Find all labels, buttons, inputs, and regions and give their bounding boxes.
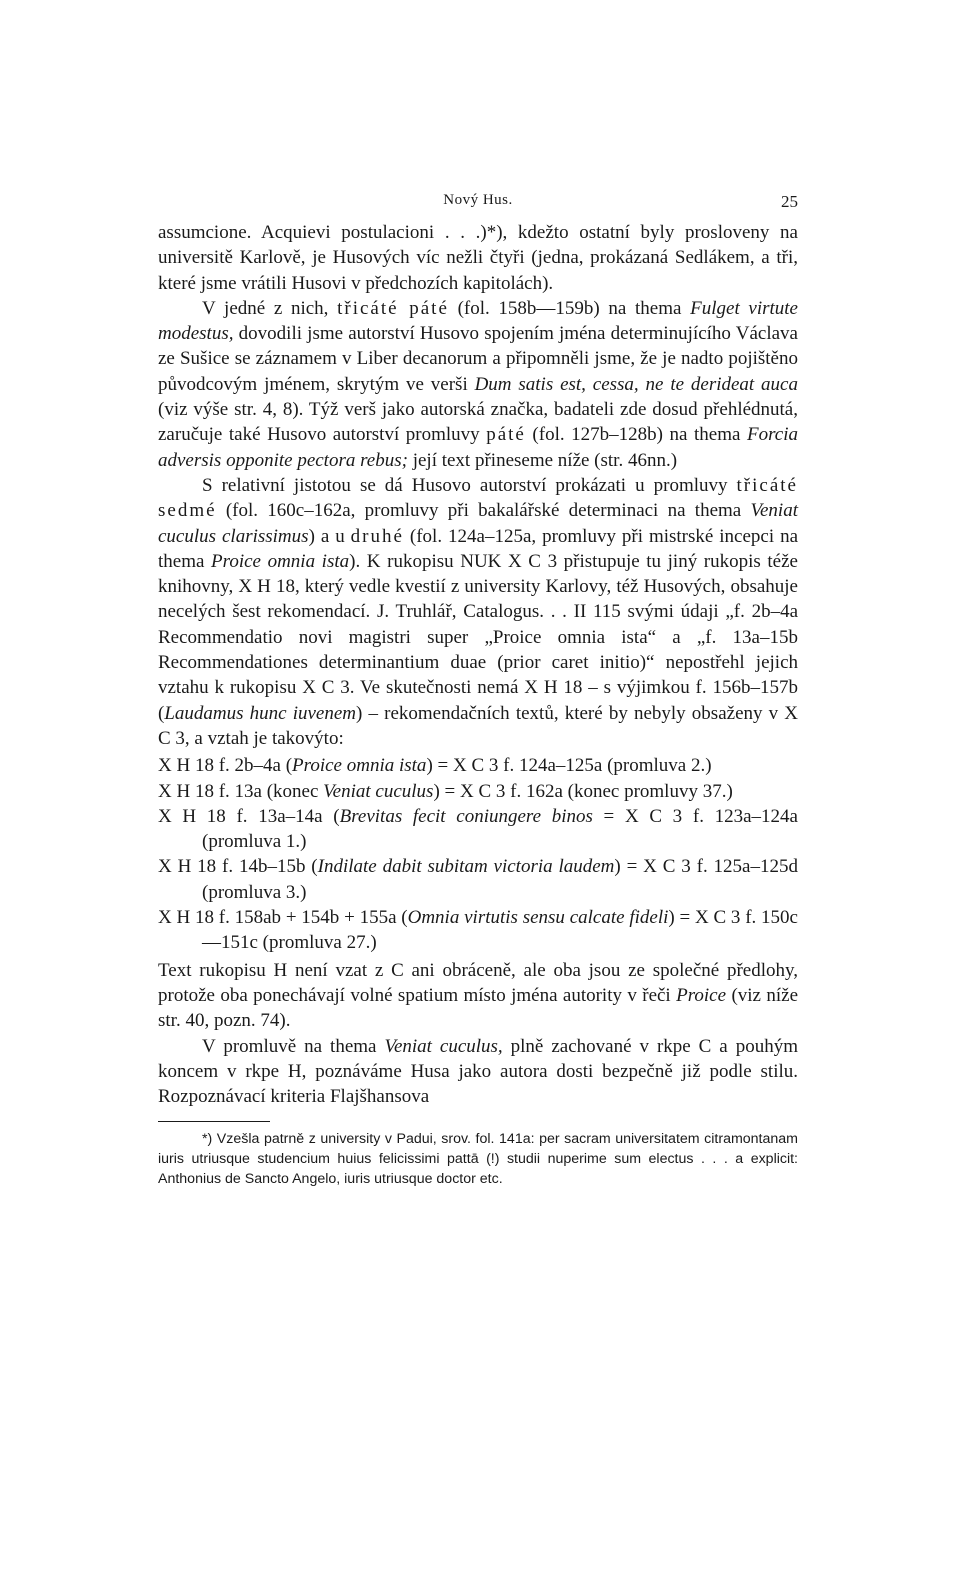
italic-text: Proice bbox=[676, 984, 727, 1006]
italic-text: Omnia virtutis sensu calcate fideli bbox=[407, 907, 669, 929]
text-run: (fol. 160c–162a, promluvy při bakalářské determinaci na thema bbox=[216, 500, 751, 522]
text-run: plně zachované v rkpe C a pouhým koncem v rkpe H, poznáváme Husa jako autora dosti bezpečně již podle stilu. Rozpoznávací kriteria Flajšhansova bbox=[158, 1035, 798, 1108]
correspondence-item bbox=[158, 779, 798, 804]
paragraph bbox=[158, 296, 798, 473]
paragraph bbox=[158, 958, 798, 1034]
spaced-emphasis: třicáté páté bbox=[337, 297, 449, 319]
italic-text: Fulget virtute modestus, bbox=[158, 297, 798, 345]
text-run: (fol. 158b—159b) na thema bbox=[448, 297, 691, 319]
text-run: ) = X C 3 f. 124a–125a (promluva 2.) bbox=[426, 755, 712, 777]
text-run: ) = X C 3 f. 162a (konec promluvy 37.) bbox=[433, 780, 733, 802]
footnote-separator bbox=[158, 1121, 270, 1122]
footnote: *) Vzešla patrně z university v Padui, srov. fol. 141a: per sacram universitatem citramontanam iuris utriusque studencium huius felicissimi pattā (!) studii nuperime sum electus . . . a explicit: Anthonius de Sancto Angelo, iuris utriusque doctor etc. bbox=[158, 1131, 798, 1187]
correspondence-item bbox=[158, 905, 798, 956]
text-run: (fol. 127b–128b) na thema bbox=[525, 424, 747, 446]
text-run: X H 18 f. 13a (konec bbox=[158, 780, 324, 802]
italic-text: Veniat cuculus bbox=[323, 780, 434, 802]
correspondence-item bbox=[158, 753, 798, 778]
italic-text: Indilate dabit subitam victoria laudem bbox=[317, 856, 615, 878]
paragraph bbox=[158, 1034, 798, 1110]
text-run: ) a u bbox=[308, 525, 351, 547]
text-run: ) = X C 3 f. 150c—151c (promluva 27.) bbox=[202, 907, 798, 954]
italic-text: Laudamus hunc iuvenem bbox=[164, 702, 357, 724]
text-run: X H 18 f. 14b–15b ( bbox=[158, 856, 318, 878]
text-run: ) = X C 3 f. 125a–125d (promluva 3.) bbox=[202, 856, 798, 903]
text-run: S relativní jistotou se dá Husovo autorství prokázati u promluvy bbox=[202, 474, 737, 496]
text-run: V promluvě na thema bbox=[202, 1035, 385, 1057]
text-run: assumcione. Acquievi postulacioni . . .)*), kdežto ostatní byly prosloveny na universitě Karlově, je Husových víc nežli čtyři (jedna, prokázaná Sedlákem, a tři, které jsme vrátili Husovi v předchozích kapitolách). bbox=[158, 222, 798, 294]
page-number: 25 bbox=[781, 192, 798, 211]
body-text bbox=[158, 220, 798, 751]
text-run: ) – rekomendačních textů, které by nebyly obsaženy v X C 3, a vztah je takovýto: bbox=[158, 702, 799, 749]
text-run: X H 18 f. 158ab + 154b + 155a ( bbox=[158, 907, 408, 929]
text-run: dovodili jsme autorství Husovo spojením jména determinujícího Václava ze Sušice se záznamem v Liber decanorum a připomněli jsme, že je nadto pojištěno původcovým jménem, skrytým ve verši bbox=[158, 323, 798, 395]
text-run: = X C 3 f. 123a–124a (promluva 1.) bbox=[202, 805, 798, 853]
manuscript-correspondence-list bbox=[158, 753, 798, 955]
italic-text: Brevitas fecit coniungere binos bbox=[339, 805, 593, 827]
text-run: X H 18 f. 2b–4a ( bbox=[158, 755, 293, 777]
text-run: Text rukopisu H není vzat z C ani obráceně, ale oba jsou ze společné předlohy, protože oba ponechávají volné spatium místo jména autority v řeči bbox=[158, 959, 798, 1006]
spaced-emphasis: druhé bbox=[350, 525, 404, 547]
text-run: ). K rukopisu NUK X C 3 přistupuje tu jiný rukopis téže knihovny, X H 18, který vedle kvestií z university Karlovy, též Husových, obsahuje necelých šest rekomendací. J. Truhlář, Catalogus. . . II 115 svými údaji „f. 2b–4a Recommendatio novi magistri super „Proice omnia ista“ a „f. 13a–15b Recommendationes determinantium duae (prior caret initio)“ nepostřehl jejich vztahu k rukopisu X C 3. Ve skutečnosti nemá X H 18 – s výjimkou f. 156b–157b ( bbox=[158, 550, 798, 724]
spaced-emphasis: třicáté sedmé bbox=[158, 474, 798, 522]
italic-text: Proice omnia ista bbox=[211, 550, 350, 572]
spaced-emphasis: páté bbox=[486, 424, 526, 446]
running-head: Nový Hus. bbox=[443, 192, 513, 208]
correspondence-item bbox=[158, 804, 798, 855]
correspondence-item bbox=[158, 854, 798, 905]
text-run: (viz výše str. 4, 8). Týž verš jako autorská značka, badateli zde dosud přehlédnutá, zaručuje také Husovo autorství promluvy bbox=[158, 399, 798, 446]
book-page bbox=[158, 192, 798, 1190]
text-run: X H 18 f. 13a–14a ( bbox=[158, 805, 340, 827]
italic-text: Proice omnia ista bbox=[292, 755, 427, 777]
italic-text: Veniat cuculus clarissimus bbox=[158, 500, 798, 547]
text-run: V jedné z nich, bbox=[202, 297, 338, 319]
closing-text bbox=[158, 958, 798, 1110]
paragraph bbox=[158, 473, 798, 751]
page-header bbox=[158, 192, 798, 214]
italic-text: Dum satis est, cessa, ne te derideat auca bbox=[474, 373, 798, 395]
italic-text: Veniat cuculus, bbox=[384, 1035, 503, 1057]
text-run: (viz níže str. 40, pozn. 74). bbox=[158, 984, 799, 1032]
paragraph bbox=[158, 220, 798, 296]
italic-text: Forcia adversis opponite pectora rebus; bbox=[158, 424, 798, 471]
text-run: (fol. 124a–125a, promluvy při mistrské incepci na thema bbox=[158, 525, 799, 572]
text-run: její text přineseme níže (str. 46nn.) bbox=[407, 449, 678, 471]
